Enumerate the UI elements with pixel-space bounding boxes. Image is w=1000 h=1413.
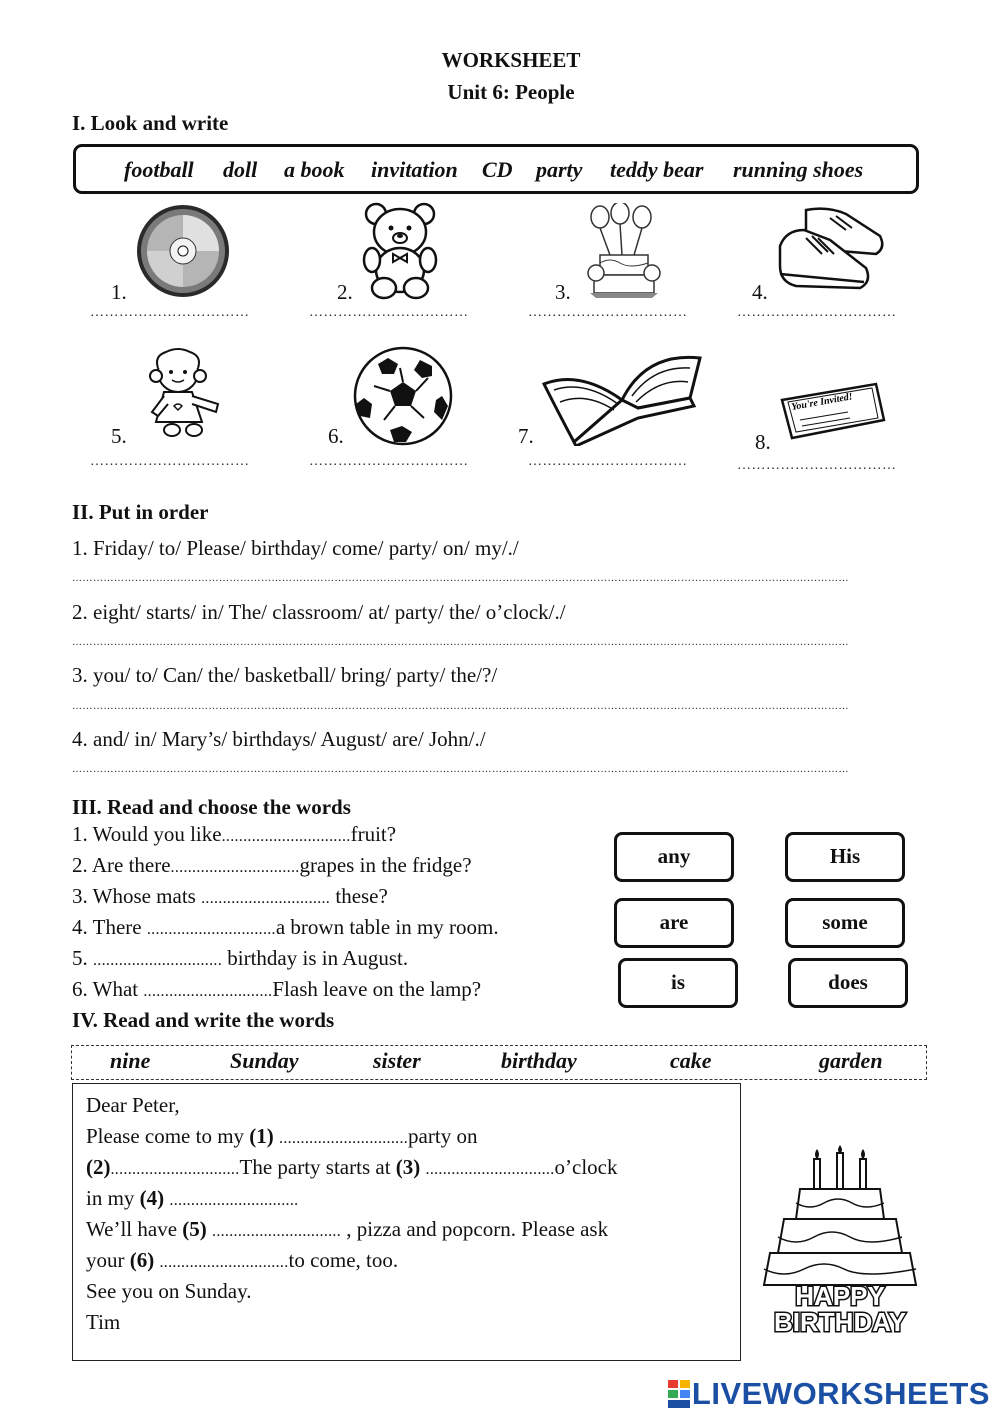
- item-number: 3.: [555, 280, 571, 304]
- answer-line[interactable]: ……………………………: [309, 454, 469, 469]
- letter-box: [72, 1083, 741, 1361]
- unit-title: Unit 6: People: [447, 80, 575, 104]
- section-4-heading: IV. Read and write the words: [72, 1008, 335, 1032]
- football-icon: [350, 346, 456, 446]
- word-bank-item: CD: [482, 157, 513, 182]
- choice-does[interactable]: does: [788, 958, 908, 1008]
- word-bank-item: running shoes: [733, 157, 864, 182]
- answer-line[interactable]: ……………………………: [528, 454, 688, 469]
- choose-sentence: [72, 884, 388, 909]
- choose-sentence: [72, 946, 408, 971]
- answer-line[interactable]: ……………………………………………………………………………………………………………………………………………………………………………………………………: [72, 764, 849, 775]
- item-number: 4.: [752, 280, 768, 304]
- answer-line[interactable]: ……………………………: [90, 305, 250, 320]
- letter-line: [86, 1248, 398, 1273]
- word-bank-item: birthday: [501, 1048, 577, 1073]
- order-item: 2. eight/ starts/ in/ The/ classroom/ at/ party/ the/ o’clock/./: [72, 600, 566, 624]
- section-3-heading: III. Read and choose the words: [72, 795, 351, 819]
- blank-number: (3): [395, 1155, 421, 1179]
- order-item: 3. you/ to/ Can/ the/ basketball/ bring/ party/ the/?/: [72, 663, 498, 687]
- blank[interactable]: ..............................: [221, 828, 351, 845]
- word-bank-item: garden: [819, 1048, 883, 1073]
- letter-text: , pizza and popcorn. Please ask: [341, 1217, 609, 1241]
- logo-text: LIVEWORKSHEETS: [691, 1376, 990, 1411]
- sentence-text: 3. Whose mats: [72, 884, 202, 908]
- answer-line[interactable]: ……………………………: [528, 305, 688, 320]
- answer-line[interactable]: ……………………………: [90, 454, 250, 469]
- party-icon: [586, 203, 662, 299]
- letter-text: your: [86, 1248, 130, 1272]
- choose-sentence: [72, 977, 481, 1002]
- cake-text-birthday: BIRTHDAY: [774, 1307, 906, 1337]
- answer-line[interactable]: ……………………………………………………………………………………………………………………………………………………………………………………………………: [72, 637, 849, 648]
- answer-line[interactable]: ……………………………: [309, 305, 469, 320]
- blank[interactable]: ..............................: [159, 1254, 289, 1271]
- blank[interactable]: ..............................: [201, 890, 331, 907]
- letter-text: We’ll have: [86, 1217, 183, 1241]
- blank[interactable]: ..............................: [110, 1161, 240, 1178]
- blank[interactable]: ..............................: [425, 1161, 555, 1178]
- blank[interactable]: ..............................: [169, 1192, 299, 1209]
- logo-mark-icon: [668, 1380, 690, 1408]
- letter-text: o’clock: [554, 1155, 618, 1179]
- word-bank-item: doll: [223, 157, 258, 182]
- word-bank-item: cake: [670, 1048, 712, 1073]
- letter-text: in my: [86, 1186, 140, 1210]
- blank[interactable]: ..............................: [146, 921, 276, 938]
- sentence-text: 4. There: [72, 915, 147, 939]
- choice-his[interactable]: His: [785, 832, 905, 882]
- letter-greeting: Dear Peter,: [86, 1093, 180, 1117]
- answer-line[interactable]: ……………………………………………………………………………………………………………………………………………………………………………………………………: [72, 701, 849, 712]
- item-number: 6.: [328, 424, 344, 448]
- blank-number: (2): [86, 1155, 111, 1179]
- letter-line: [86, 1186, 298, 1211]
- choice-any[interactable]: any: [614, 832, 734, 882]
- running-shoes-icon: [776, 202, 888, 298]
- cd-icon: [135, 203, 231, 299]
- word-bank-item: invitation: [371, 157, 458, 182]
- answer-line[interactable]: ……………………………: [737, 458, 897, 473]
- letter-line: [86, 1155, 729, 1180]
- choice-is[interactable]: is: [618, 958, 738, 1008]
- blank[interactable]: ..............................: [143, 983, 273, 1000]
- letter-text: The party starts at: [239, 1155, 396, 1179]
- blank-number: (5): [182, 1217, 207, 1241]
- letter-text: to come, too.: [288, 1248, 399, 1272]
- sentence-text: birthday is in August.: [222, 946, 409, 970]
- word-bank-item: a book: [284, 157, 345, 182]
- invitation-card-text: You're Invited!: [790, 391, 854, 413]
- word-bank-item: football: [124, 157, 194, 182]
- choice-some[interactable]: some: [785, 898, 905, 948]
- letter-line: [86, 1124, 477, 1149]
- word-bank-item: sister: [373, 1048, 421, 1073]
- word-bank-item: nine: [110, 1048, 151, 1073]
- letter-line: [86, 1217, 608, 1242]
- item-number: 7.: [518, 424, 534, 448]
- sentence-text: 1. Would you like: [72, 822, 222, 846]
- blank[interactable]: ..............................: [93, 952, 222, 969]
- item-number: 8.: [755, 430, 771, 454]
- doll-icon: [138, 346, 230, 440]
- answer-line[interactable]: ……………………………………………………………………………………………………………………………………………………………………………………………………: [72, 573, 849, 584]
- item-number: 5.: [111, 424, 127, 448]
- invitation-icon: [778, 380, 888, 442]
- sentence-text: these?: [330, 884, 388, 908]
- cake-text-happy: HAPPY: [795, 1281, 885, 1311]
- sentence-text: fruit?: [350, 822, 397, 846]
- sentence-text: grapes in the fridge?: [299, 853, 472, 877]
- section-2-heading: II. Put in order: [72, 500, 209, 524]
- sentence-text: 2. Are there: [72, 853, 171, 877]
- sentence-text: a brown table in my room.: [275, 915, 499, 939]
- order-item: 4. and/ in/ Mary’s/ birthdays/ August/ are/ John/./: [72, 727, 486, 751]
- sentence-text: Flash leave on the lamp?: [272, 977, 482, 1001]
- blank[interactable]: ..............................: [170, 859, 300, 876]
- item-number: 1.: [111, 280, 127, 304]
- word-bank-1: [73, 144, 919, 194]
- word-bank-2: [71, 1045, 927, 1080]
- word-bank-item: teddy bear: [610, 157, 704, 182]
- sentence-text: 5.: [72, 946, 93, 970]
- order-item: 1. Friday/ to/ Please/ birthday/ come/ party/ on/ my/./: [72, 536, 519, 560]
- letter-text: Please come to my: [86, 1124, 250, 1148]
- blank-number: (1): [249, 1124, 274, 1148]
- letter-text: party on: [408, 1124, 478, 1148]
- blank-number: (4): [139, 1186, 165, 1210]
- blank[interactable]: ..............................: [212, 1223, 342, 1240]
- sentence-text: 6. What: [72, 977, 144, 1001]
- item-number: 2.: [337, 280, 353, 304]
- blank-number: (6): [129, 1248, 155, 1272]
- teddy-bear-icon: [360, 200, 440, 300]
- choose-sentence: [72, 915, 499, 940]
- liveworksheets-logo: [668, 1376, 990, 1412]
- word-bank-item: party: [536, 157, 583, 182]
- choice-are[interactable]: are: [614, 898, 734, 948]
- choose-sentence: [72, 822, 396, 847]
- answer-line[interactable]: ……………………………: [737, 305, 897, 320]
- letter-signature: Tim: [86, 1310, 121, 1334]
- section-1-heading: I. Look and write: [72, 111, 229, 135]
- worksheet-title: WORKSHEET: [441, 48, 581, 72]
- birthday-cake-icon: [760, 1145, 920, 1337]
- word-bank-item: Sunday: [230, 1048, 299, 1073]
- letter-closing: See you on Sunday.: [86, 1279, 252, 1303]
- book-icon: [540, 346, 706, 446]
- blank[interactable]: ..............................: [279, 1130, 409, 1147]
- choose-sentence: [72, 853, 472, 878]
